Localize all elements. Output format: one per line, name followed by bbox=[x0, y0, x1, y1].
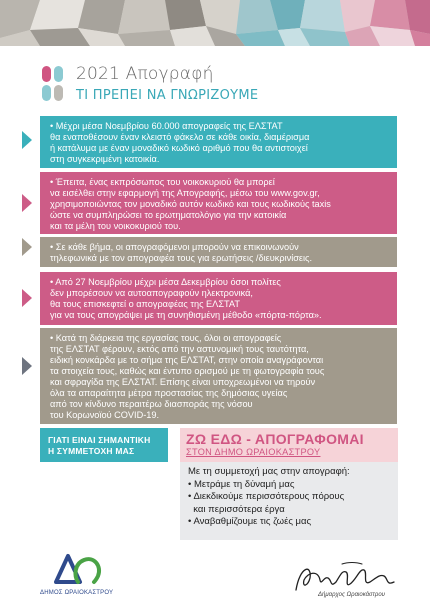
card-line: δεν μπορέσουν να αυτοαπογραφούν ηλεκτρονικά, bbox=[50, 288, 253, 298]
arrow-icon bbox=[22, 131, 32, 149]
card-line: • Σε κάθε βήμα, οι απογραφόμενοι μπορούν να επικοινωνούν bbox=[50, 242, 299, 252]
card-line: και σφραγίδα της ΕΛΣΤΑΤ. Επίσης είναι υποχρεωμένοι να τηρούν bbox=[50, 377, 316, 387]
page-subtitle: ΤΙ ΠΡΕΠΕΙ ΝΑ ΓΝΩΡΙΖΟΥΜΕ bbox=[76, 88, 259, 103]
card-line: ή κατάλυμα με έναν μοναδικό κωδικό αριθμό που θα αντιστοιχεί bbox=[50, 143, 308, 153]
why-important-line: Η ΣΥΜΜΕΤΟΧΗ ΜΑΣ bbox=[48, 446, 135, 456]
benefit-item: και περισσότερα έργα bbox=[188, 503, 285, 515]
info-card-3 bbox=[40, 237, 397, 267]
why-important-line: ΓΙΑΤΙ ΕΙΝΑΙ ΣΗΜΑΝΤΙΚΗ bbox=[48, 435, 151, 445]
slogan-title: ΖΩ ΕΔΩ - ΑΠΟΓΡΑΦΟΜΑΙ bbox=[186, 431, 364, 447]
card-line: στη συγκεκριμένη κατοικία. bbox=[50, 154, 160, 164]
card-line: για να τους απογράψει με τη συνηθισμένη μέθοδο «πόρτα-πόρτα». bbox=[50, 310, 322, 320]
info-card-2 bbox=[40, 172, 397, 234]
teal-dot-icon bbox=[42, 85, 51, 101]
banner-artwork bbox=[0, 0, 430, 46]
info-card-4 bbox=[40, 272, 397, 325]
signature-caption: Δήμαρχος Ωραιοκάστρου bbox=[318, 592, 385, 598]
header-banner bbox=[0, 0, 430, 46]
card-line: όλα τα απαραίτητα μέτρα προστασίας της δημόσιας υγείας bbox=[50, 388, 288, 398]
why-important-box bbox=[40, 428, 168, 462]
card-line: • Μέχρι μέσα Νοεμβρίου 60.000 απογραφείς της ΕΛΣΤΑΤ bbox=[50, 121, 283, 131]
benefits-intro: Με τη συμμετοχή μας στην απογραφή: bbox=[188, 466, 350, 477]
card-line: του Κορωνοϊού COVID-19. bbox=[50, 410, 160, 420]
card-line: • Κατά τη διάρκεια της εργασίας τους, όλοι οι απογραφείς bbox=[50, 333, 282, 343]
card-line: ώστε να συμπληρώσει το ερωτηματολόγιο για την κατοικία bbox=[50, 210, 287, 220]
card-line: και τα μέλη του νοικοκυριού του. bbox=[50, 221, 181, 231]
benefit-item: • Διεκδικούμε περισσότερους πόρους bbox=[188, 491, 345, 502]
card-line: τα στοιχεία τους, καθώς και έντυπο ορισμού με τη φωτογραφία τους bbox=[50, 366, 325, 376]
page-title: 2021 Απογραφή bbox=[76, 64, 214, 84]
card-line: της ΕΛΣΤΑΤ φέρουν, εκτός από την αστυνομική τους ταυτότητα, bbox=[50, 344, 309, 354]
card-line: χρησιμοποιώντας τον μοναδικό αυτόν κωδικό και τους κωδικούς taxis bbox=[50, 199, 331, 209]
card-line: • Έπειτα, ένας εκπρόσωπος του νοικοκυριού θα μπορεί bbox=[50, 177, 275, 187]
arrow-icon bbox=[22, 238, 32, 256]
pink-dot-icon bbox=[42, 66, 51, 82]
card-line: ειδική κονκάρδα με το σήμα της ΕΛΣΤΑΤ, στην οποία αναγράφονται bbox=[50, 355, 324, 365]
teal-dot-icon bbox=[54, 66, 63, 82]
card-line: τηλεφωνικά με τον απογραφέα τους για ερωτήσεις /διευκρινίσεις. bbox=[50, 253, 313, 263]
municipality-logo-icon bbox=[52, 552, 102, 586]
card-line: • Από 27 Νοεμβρίου μέχρι μέσα Δεκεμβρίου όσοι πολίτες bbox=[50, 277, 281, 287]
info-card-1 bbox=[40, 116, 397, 168]
arrow-icon bbox=[22, 357, 32, 375]
municipality-logo-text: ΔΗΜΟΣ ΩΡΑΙΟΚΑΣΤΡΟΥ bbox=[40, 590, 114, 596]
arrow-icon bbox=[22, 289, 32, 307]
benefit-item: • Αναβαθμίζουμε τις ζωές μας bbox=[188, 516, 312, 527]
title-block bbox=[42, 64, 402, 108]
card-line: θα εναποθέσουν έναν κλειστό φάκελο σε κάθε οικία, διαμέρισμα bbox=[50, 132, 310, 142]
municipality-logo bbox=[38, 552, 118, 602]
benefit-item: • Μετράμε τη δύναμή μας bbox=[188, 478, 295, 490]
gray-dot-icon bbox=[54, 85, 63, 101]
card-line: από τον κίνδυνο περαιτέρω διασποράς της νόσου bbox=[50, 399, 253, 409]
benefits-box bbox=[180, 462, 398, 540]
card-line: θα τους επισκεφτεί ο απογραφέας της ΕΛΣΤΑΤ bbox=[50, 299, 240, 309]
decor-dots-icon bbox=[42, 66, 64, 102]
arrow-icon bbox=[22, 194, 32, 212]
slogan-subtitle: ΣΤΟΝ ΔΗΜΟ ΩΡΑΙΟΚΑΣΤΡΟΥ bbox=[186, 447, 321, 457]
slogan-box bbox=[180, 428, 398, 462]
info-card-5 bbox=[40, 328, 397, 424]
card-line: να εισέλθει στην εφαρμογή της Απογραφής, μέσω του www.gov.gr, bbox=[50, 188, 320, 198]
